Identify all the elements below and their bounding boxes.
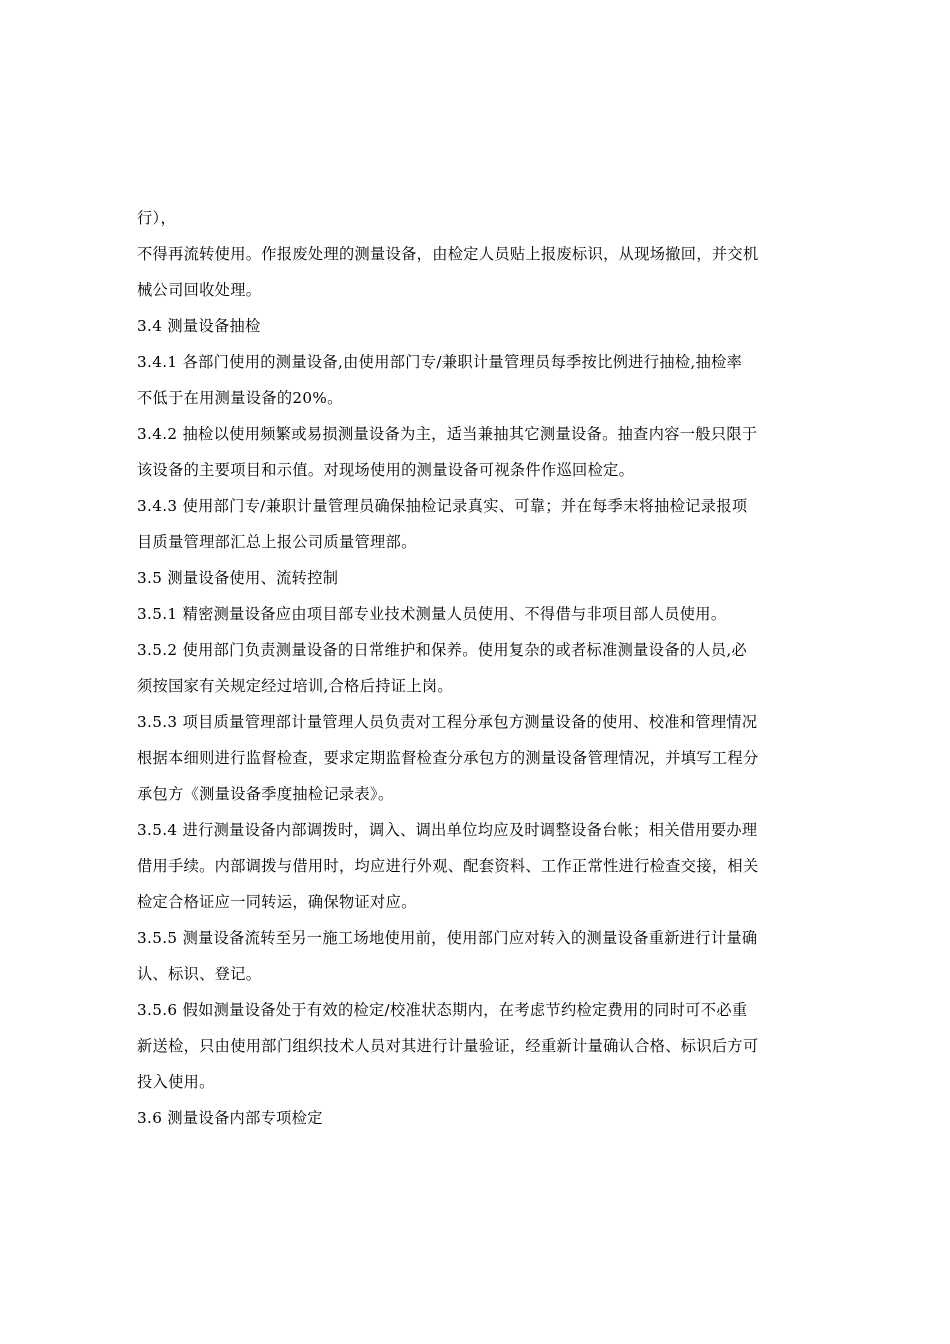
section-heading-3-6 (137, 1100, 813, 1136)
document-body (137, 200, 813, 1136)
heading-text: 3.6 测量设备内部专项检定 (137, 1109, 323, 1127)
text-line: 借用手续。内部调拨与借用时，均应进行外观、配套资料、工作正常性进行检查交接，相关 (137, 857, 759, 875)
text-line: 3.5.3 项目质量管理部计量管理人员负责对工程分承包方测量设备的使用、校准和管理情况 (137, 713, 758, 731)
text-line: 该设备的主要项目和示值。对现场使用的测量设备可视条件作巡回检定。 (137, 461, 635, 479)
paragraph-3-5-2 (137, 632, 813, 704)
text-line: 不低于在用测量设备的20%。 (137, 389, 343, 407)
paragraph-3-5-4 (137, 812, 813, 920)
text-line: 目质量管理部汇总上报公司质量管理部。 (137, 533, 417, 551)
text-line: 行）， (137, 209, 177, 227)
heading-text: 3.5 测量设备使用、流转控制 (137, 569, 339, 587)
paragraph-scrap-continuation (137, 200, 813, 308)
text-line: 检定合格证应一同转运，确保物证对应。 (137, 893, 417, 911)
text-line: 3.4.3 使用部门专/兼职计量管理员确保抽检记录真实、可靠；并在每季末将抽检记录报项 (137, 497, 748, 515)
paragraph-3-5-1 (137, 596, 813, 632)
text-line: 3.5.1 精密测量设备应由项目部专业技术测量人员使用、不得借与非项目部人员使用。 (137, 605, 727, 623)
section-heading-3-5 (137, 560, 813, 596)
text-line: 械公司回收处理。 (137, 281, 262, 299)
text-line: 须按国家有关规定经过培训,合格后持证上岗。 (137, 677, 453, 695)
text-line: 3.5.2 使用部门负责测量设备的日常维护和保养。使用复杂的或者标准测量设备的人员,必 (137, 641, 748, 659)
paragraph-3-5-6 (137, 992, 813, 1100)
text-line: 承包方《测量设备季度抽检记录表》。 (137, 785, 394, 803)
text-line: 3.5.5 测量设备流转至另一施工场地使用前，使用部门应对转入的测量设备重新进行计量确 (137, 929, 758, 947)
text-line: 3.4.1 各部门使用的测量设备,由使用部门专/兼职计量管理员每季按比例进行抽检,抽检率 (137, 353, 743, 371)
paragraph-3-4-3 (137, 488, 813, 560)
paragraph-3-5-5 (137, 920, 813, 992)
text-line: 新送检，只由使用部门组织技术人员对其进行计量验证，经重新计量确认合格、标识后方可 (137, 1037, 759, 1055)
text-line: 不得再流转使用。作报废处理的测量设备，由检定人员贴上报废标识，从现场撤回，并交机 (137, 245, 759, 263)
paragraph-3-4-2 (137, 416, 813, 488)
section-heading-3-4 (137, 308, 813, 344)
text-line: 3.5.4 进行测量设备内部调拨时，调入、调出单位均应及时调整设备台帐；相关借用要办理 (137, 821, 758, 839)
text-line: 认、标识、登记。 (137, 965, 262, 983)
text-line: 投入使用。 (137, 1073, 215, 1091)
text-line: 3.4.2 抽检以使用频繁或易损测量设备为主，适当兼抽其它测量设备。抽查内容一般只限于 (137, 425, 758, 443)
text-line: 根据本细则进行监督检查，要求定期监督检查分承包方的测量设备管理情况，并填写工程分 (137, 749, 759, 767)
heading-text: 3.4 测量设备抽检 (137, 317, 261, 335)
paragraph-3-4-1 (137, 344, 813, 416)
text-line: 3.5.6 假如测量设备处于有效的检定/校准状态期内，在考虑节约检定费用的同时可不必重 (137, 1001, 748, 1019)
paragraph-3-5-3 (137, 704, 813, 812)
